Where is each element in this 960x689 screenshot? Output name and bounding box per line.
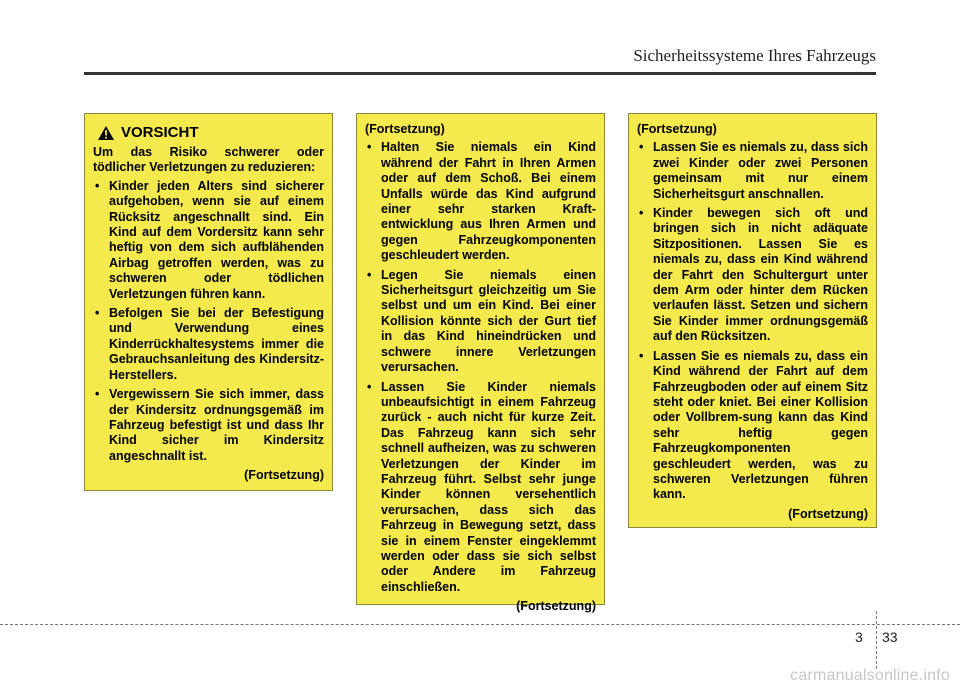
caution-box-3	[628, 113, 877, 528]
list-item: • Kinder bewegen sich oft und bringen sich in nicht adäquate Sitzpositionen. Lassen Sie es niemals zu, dass ein Kind während der Fahrt den Schultergurt unter dem Arm oder hinter dem Rücken verlaufen lässt. Setzen und sichern Sie Kinder immer ordnungsgemäß auf den Rücksitzen.	[637, 206, 868, 345]
page-number: 33	[882, 629, 898, 645]
list-item: • Befolgen Sie bei der Befestigung und Verwendung eines Kinderrückhaltesystems immer die Gebrauchsanleitung des Kindersitz-Herstellers.	[93, 306, 324, 383]
list-item: • Vergewissern Sie sich immer, dass der Kindersitz ordnungsgemäß im Fahrzeug befestigt ist und dass Ihr Kind sicher im Kindersitz angeschnallt ist.	[93, 387, 324, 464]
box1-list	[93, 179, 324, 464]
header-rule	[84, 72, 876, 75]
list-item: • Legen Sie niemals einen Sicherheitsgurt gleichzeitig um Sie selbst und um ein Kind. Bei einer Kollision könnte sich der Gurt tief in das Kind hineindrücken und schwere innere Verletzungen verursachen.	[365, 268, 596, 376]
continued-label: (Fortsetzung)	[788, 506, 868, 521]
continued-label: (Fortsetzung)	[244, 468, 324, 483]
continued-top-label: (Fortsetzung)	[365, 122, 445, 136]
caution-heading	[97, 125, 324, 141]
box3-list	[637, 140, 868, 502]
watermark: carmanualsonline.info	[790, 667, 950, 684]
list-item: • Halten Sie niemals ein Kind während der Fahrt in Ihren Armen oder auf dem Schoß. Bei einem Unfalls würde das Kind aufgrund einer sehr starken Kraft-entwicklung aus Ihren Armen und gegen Fahrzeugkomponenten geschleudert werden.	[365, 140, 596, 263]
list-item: • Lassen Sie Kinder niemals unbeaufsichtigt in einem Fahrzeug zurück - auch nicht für kurze Zeit. Das Fahrzeug kann sich sehr schnell aufheizen, was zu schweren Verletzungen der Kinder im Fahrzeug führt. Selbst sehr junge Kinder können versehentlich verursachen, dass sich das Fahrzeug in Bewegung setzt, dass sie in einem Fenster eingeklemmt werden oder dass sie sich selbst oder Andere im Fahrzeug einschließen.	[365, 380, 596, 596]
list-item: • Lassen Sie es niemals zu, dass sich zwei Kinder oder zwei Personen gemeinsam mit nur einem Sicherheitsgurt anschnallen.	[637, 140, 868, 202]
page-number-divider	[876, 611, 877, 669]
list-item: • Lassen Sie es niemals zu, dass ein Kind während der Fahrt auf dem Fahrzeugboden oder auf einem Sitz steht oder kniet. Bei einer Kollision oder Vollbrem-sung kann das Kind sehr heftig gegen Fahrzeugkomponenten geschleudert werden, was zu schweren Verletzungen führen kann.	[637, 349, 868, 503]
caution-intro: Um das Risiko schwerer oder tödlicher Verletzungen zu reduzieren:	[93, 145, 324, 175]
footer-rule	[0, 624, 960, 625]
list-item: • Kinder jeden Alters sind sicherer aufgehoben, wenn sie auf einem Rücksitz angeschnallt sind. Ein Kind auf dem Vordersitz kann sehr heftig von dem sich aufblähenden Airbag getroffen werden, was zu schweren oder tödlichen Verletzungen führen kann.	[93, 179, 324, 302]
box2-list	[365, 140, 596, 595]
caution-heading-text: VORSICHT	[121, 124, 199, 142]
caution-box-2	[356, 113, 605, 614]
chapter-number: 3	[855, 629, 863, 645]
warning-triangle-icon	[97, 125, 115, 141]
continued-top-label: (Fortsetzung)	[637, 122, 717, 136]
continued-label: (Fortsetzung)	[516, 599, 596, 614]
page-header-title: Sicherheitssysteme Ihres Fahrzeugs	[633, 46, 876, 65]
caution-box-1	[84, 113, 333, 491]
